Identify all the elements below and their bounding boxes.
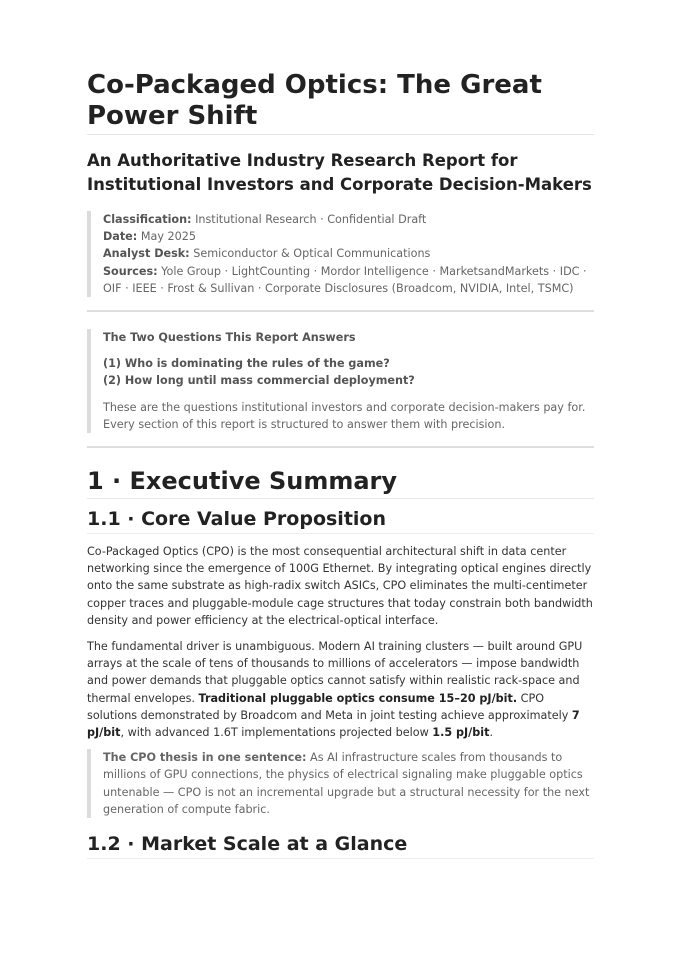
date-value: May 2025 xyxy=(140,230,196,244)
classification-value: Institutional Research · Confidential Draft xyxy=(195,213,427,226)
page-subtitle: An Authoritative Industry Research Report for Institutional Investors and Corporate Decision-Makers xyxy=(87,151,592,194)
thesis-label: The CPO thesis in one sentence: xyxy=(103,751,307,765)
emphasis-text: 7 pJ/bit xyxy=(87,708,580,740)
question-1: (1) Who is dominating the rules of the game? xyxy=(103,357,390,371)
emphasis-text: Traditional pluggable optics consume 15–20 pJ/bit. xyxy=(198,691,518,705)
key-questions-callout xyxy=(87,329,594,433)
analyst-desk-value: Semiconductor & Optical Communications xyxy=(193,247,431,261)
body-paragraph: Co-Packaged Optics (CPO) is the most consequential architectural shift in data center networking since the emergence of 100G Ethernet. By integrating optical engines directly onto the same substrate as high-radix switch ASICs, CPO eliminates the multi-centimeter copper traces and pluggable-module cage structures that today constrain both bandwidth density and power efficiency at the electrical-optical interface. xyxy=(87,545,593,627)
paragraph-text: CPO solutions demonstrated by Broadcom and Meta in joint testing achieve approximately xyxy=(87,691,572,722)
subsection-heading-core-value: 1.1 · Core Value Proposition xyxy=(87,507,594,534)
classification-line xyxy=(103,211,594,228)
key-questions-heading: The Two Questions This Report Answers xyxy=(103,331,356,345)
key-questions-list xyxy=(103,355,594,389)
sources-line xyxy=(103,263,594,297)
body-paragraph xyxy=(87,638,594,741)
page-title: Co-Packaged Optics: The Great Power Shift xyxy=(87,70,594,135)
thesis-callout xyxy=(87,749,594,818)
report-metadata xyxy=(87,211,594,297)
classification-label: Classification: xyxy=(103,213,192,226)
thesis-text xyxy=(103,749,594,818)
analyst-desk-line xyxy=(103,245,594,262)
sources-label: Sources: xyxy=(103,264,158,278)
divider xyxy=(87,446,594,448)
thesis-body: As AI infrastructure scales from thousands to millions of GPU connections, the physics of electrical signaling make pluggable optics untenable — CPO is not an incremental upgrade but a structural necessity for the next generation of compute fabric. xyxy=(103,751,590,816)
question-2: (2) How long until mass commercial deployment? xyxy=(103,374,415,388)
paragraph-text: The fundamental driver is unambiguous. Modern AI training clusters — built around GPU arrays at the scale of tens of thousands to millions of accelerators — impose bandwidth and power demands that pluggable optics cannot satisfy within realistic rack-space and thermal envelopes. xyxy=(87,640,583,705)
emphasis-text: 1.5 pJ/bit xyxy=(432,726,490,740)
analyst-desk-label: Analyst Desk: xyxy=(103,247,190,261)
date-label: Date: xyxy=(103,230,138,244)
paragraph-text: . xyxy=(489,726,494,740)
divider xyxy=(87,310,594,312)
subsection-heading-market-scale: 1.2 · Market Scale at a Glance xyxy=(87,832,594,859)
date-line xyxy=(103,228,594,245)
key-questions-note: These are the questions institutional investors and corporate decision-makers pay for. Every section of this report is structured to answer them with precision. xyxy=(103,400,586,431)
section-heading-executive-summary: 1 · Executive Summary xyxy=(87,466,594,499)
paragraph-text: , with advanced 1.6T implementations projected below xyxy=(120,726,433,740)
sources-value: Yole Group · LightCounting · Mordor Intelligence · MarketsandMarkets · IDC · OIF · IEEE · Frost & Sullivan · Corporate Disclosures (Broadcom, NVIDIA, Intel, TSMC) xyxy=(103,264,587,295)
